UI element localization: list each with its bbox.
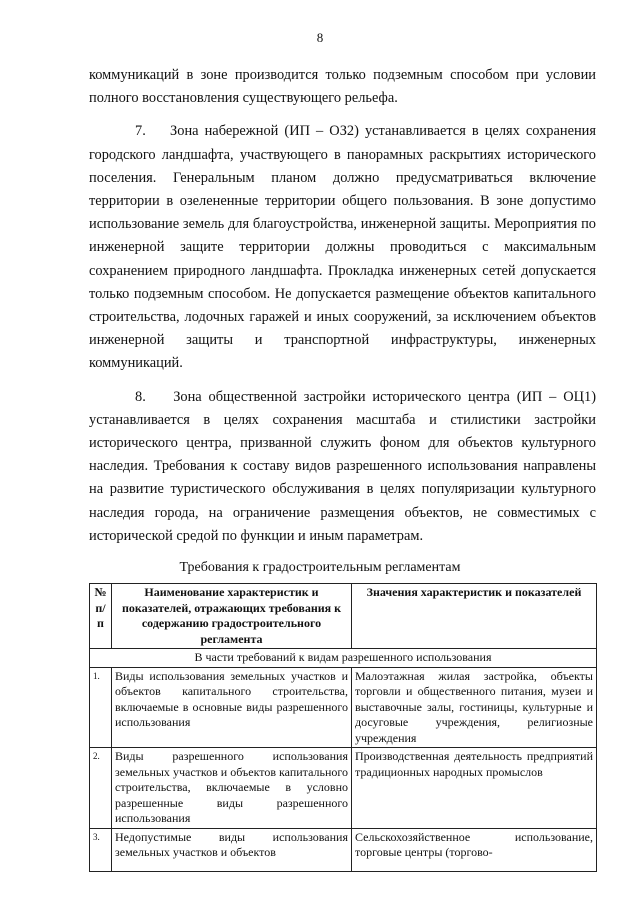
section-row xyxy=(90,649,597,668)
table-row xyxy=(90,748,597,829)
row-value: Малоэтажная жилая застройка, объекты торговли и общественного питания, музеи и выставочные залы, гостиницы, культурные и досуговые учреждения, религиозные учреждения xyxy=(352,667,597,748)
section-title: В части требований к видам разрешенного использования xyxy=(90,649,597,668)
row-value: Производственная деятельность предприятий традиционных народных промыслов xyxy=(352,748,597,829)
row-name: Виды использования земельных участков и объектов капитального строительства, включаемые в основные виды разрешенного использования xyxy=(112,667,352,748)
row-num: 2. xyxy=(90,748,112,829)
row-num: 1. xyxy=(90,667,112,748)
paragraph-continuation: коммуникаций в зоне производится только подземным способом при условии полного восстановления существующего рельефа. xyxy=(89,67,596,107)
body-text xyxy=(89,64,596,548)
header-num: № п/п xyxy=(90,584,112,649)
paragraph-7: 7. Зона набережной (ИП – ОЗ2) устанавливается в целях сохранения городского ландшафта, участвующего в панорамных раскрытиях исторического поселения. Генеральным планом должно предусматриваться включение территории в озелененные территории общего пользования. В зоне допустимо использование земель для благоустройства, инженерной защиты. Мероприятия по инженерной защите территории должны проводиться с максимальным сохранением природного ландшафта. Прокладка инженерных сетей допускается только подземным способом. Не допускается размещение объектов капитального строительства, лодочных гаражей и иных сооружений, за исключением объектов инженерной защиты и транспортной инфраструктуры, инженерных коммуникаций. xyxy=(89,123,596,372)
row-num: 3. xyxy=(90,828,112,871)
page-number: 8 xyxy=(316,30,324,45)
table-row xyxy=(90,667,597,748)
table-row xyxy=(90,828,597,871)
table-header-row xyxy=(90,584,597,649)
row-name: Недопустимые виды использования земельных участков и объектов xyxy=(112,828,352,871)
header-name: Наименование характеристик и показателей, отражающих требования к содержанию градостроительного регламента xyxy=(112,584,352,649)
table-caption: Требования к градостроительным регламентам xyxy=(179,560,461,575)
requirements-table xyxy=(89,583,597,872)
header-values: Значения характеристик и показателей xyxy=(352,584,597,649)
row-name: Виды разрешенного использования земельных участков и объектов капитального строительства, включаемые в условно разрешенные виды разрешенного использования xyxy=(112,748,352,829)
row-value: Сельскохозяйственное использование, торговые центры (торгово- xyxy=(352,828,597,871)
paragraph-8: 8. Зона общественной застройки исторического центра (ИП – ОЦ1) устанавливается в целях сохранения масштаба и стилистики застройки исторического центра, призванной служить фоном для объектов культурного наследия. Требования к составу видов разрешенного использования направлены на развитие туристического обслуживания в целях популяризации культурного наследия города, на ограничение размещения объектов, не совместимых с исторической средой по функции и иным параметрам. xyxy=(89,388,596,544)
